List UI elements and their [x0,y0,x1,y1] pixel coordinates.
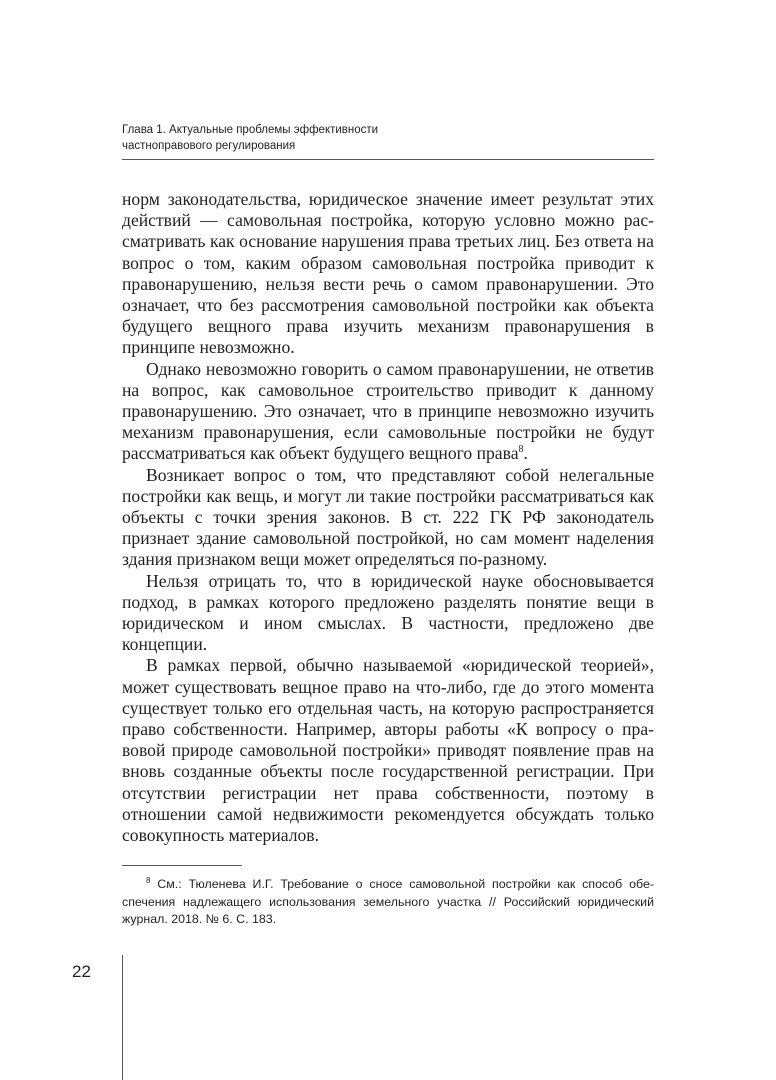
paragraph-5: В рамках первой, обычно называемой «юридической теорией», может существовать вещное право на что-либо, где до этого момента существует только его отдельная часть, на которую распространяется право собственности. Например, авторы работы «К вопросу о правовой природе самовольной постройки» приводят появление прав на вновь созданные объекты после государственной регистрации. При отсутствии регистрации нет права собственности, поэтому в отношении самой недвижимости рекомендуется обсуждать только совокупность материалов. [122,655,654,846]
running-header-line-2: частноправового регулирования [122,140,296,152]
running-header-line-1: Глава 1. Актуальные проблемы эффективности [122,124,379,136]
paragraph-2-text: Однако невозможно говорить о самом правонарушении, не ответив на вопрос, как самовольное строительство приводит к данному правонарушению. Это означает, что в принципе невозможно изучить механизм правонарушения, если самовольные постройки не будут рассматриваться как объект будущего вещного права [122,358,654,464]
paragraph-4: Нельзя отрицать то, что в юридической науке обосновывается подход, в рамках которого предложено разделять понятие вещи в юридическом и ином смыслах. В частности, предложено две концепции. [122,570,654,655]
footnote-text: См.: Тюленева И.Г. Требование о сносе самовольной постройки как способ обеспечения надлежащего использования земельного участка // Российский юридический журнал. 2018. № 6. С. 183. [122,877,654,927]
footnote-reference[interactable]: 8 [518,444,524,456]
main-text [122,189,654,846]
page-number: 22 [72,962,91,981]
paragraph-2: Однако невозможно говорить о самом правонарушении, не ответив на вопрос, как самовольное строительство приводит к данному правонарушению. Это означает, что в принципе невозможно изучить механизм правонарушения, если самовольные постройки не будут рассматриваться как объект будущего вещного права$^8$. [122,358,654,464]
footnote-number: 8 [146,875,151,885]
running-header [122,122,652,154]
footnote [122,876,654,929]
footnote-divider [122,865,242,866]
header-divider [122,159,654,160]
paragraph-1: норм законодательства, юридическое значение имеет результат этих действий — самовольная постройка, которую условно можно рассматривать как основание нарушения права третьих лиц. Без ответа на вопрос о том, каким образом самовольная постройка приводит к правонарушению, нельзя вести речь о самом правонарушении. Это означает, что без рассмотрения самовольной постройки как объекта будущего вещного права изучить механизм правонарушения в принципе невозможно. [122,189,654,358]
paragraph-3: Возникает вопрос о том, что представляют собой нелегальные постройки как вещь, и могут ли такие постройки рассматриваться как объекты с точки зрения законов. В ст. 222 ГК РФ законодатель признает здание самовольной постройкой, но сам момент наделения здания признаком вещи может определяться по-разному. [122,464,654,570]
margin-line [122,955,123,1080]
